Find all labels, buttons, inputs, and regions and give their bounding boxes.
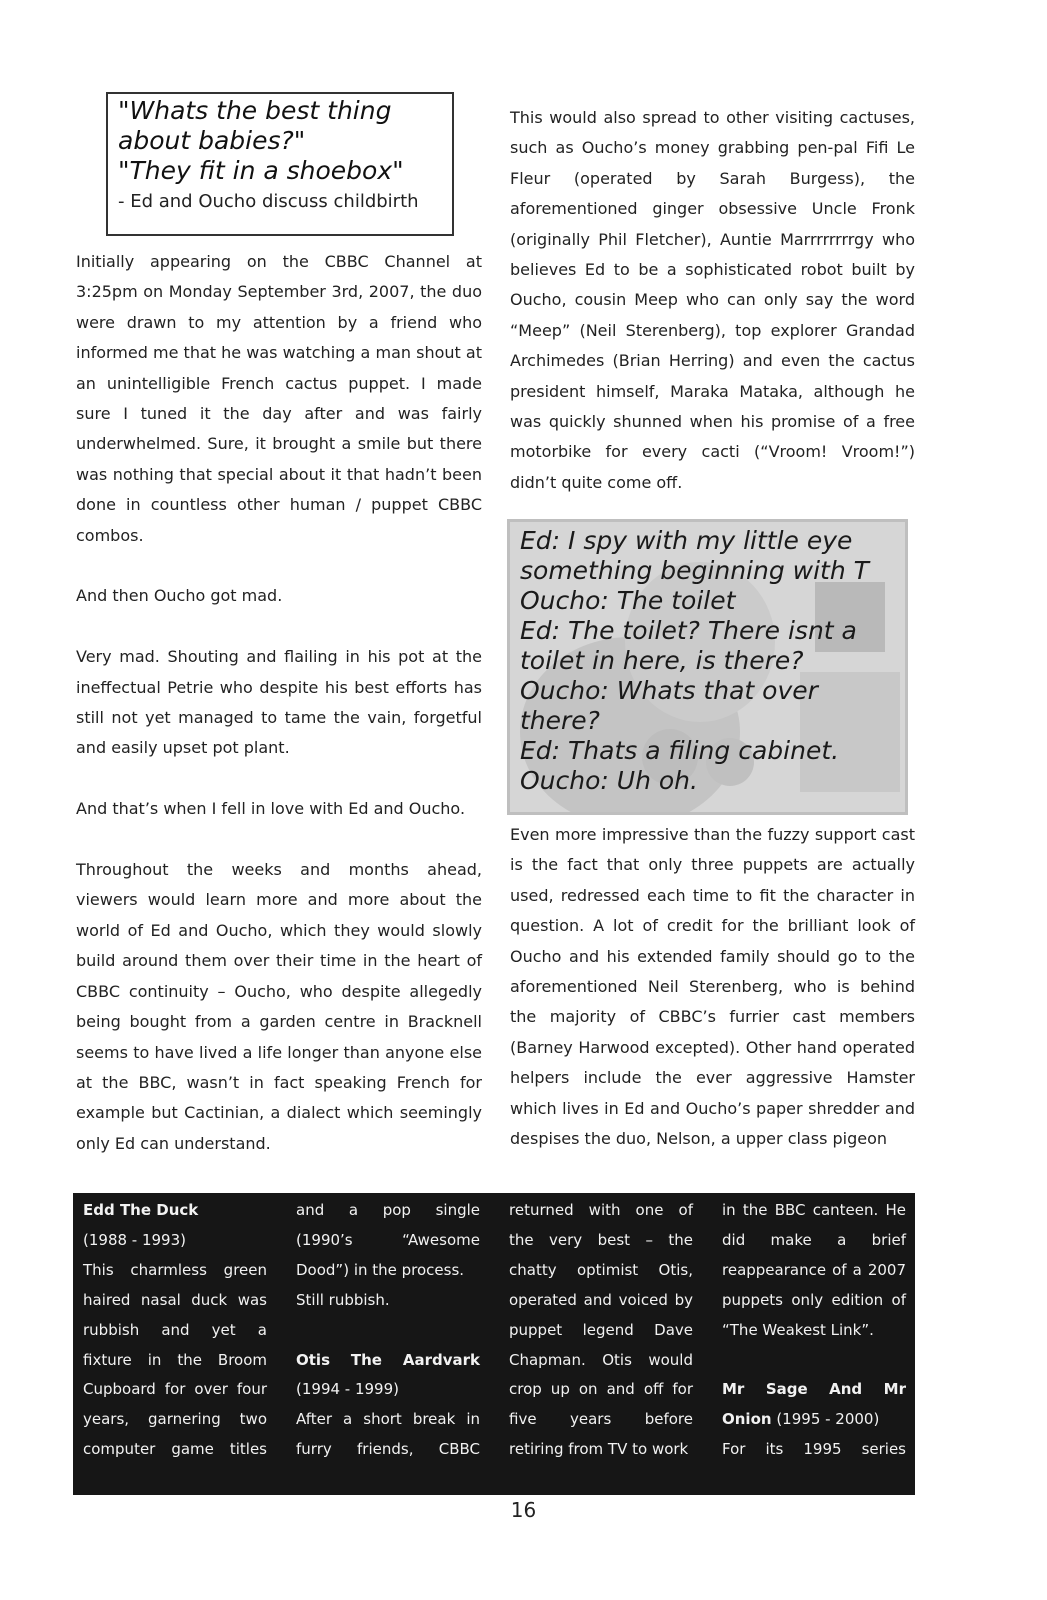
- sidebar-text-line: puppets only edition of: [722, 1290, 906, 1309]
- puppet-history-sidebar: [73, 1193, 915, 1495]
- right-article-column-bottom: [510, 820, 915, 1154]
- sidebar-text-line: years, garnering two: [83, 1410, 267, 1429]
- caption-line: Ed: The toilet? There isnt a: [520, 616, 857, 645]
- article-paragraph: Initially appearing on the CBBC Channel at 3:25pm on Monday September 3rd, 2007, the duo were drawn to my attention by a friend who informed me that he was watching a man shout at an unintelligible French cactus puppet. I made sure I tuned it the day after and was fairly underwhelmed. Sure, it brought a smile but there was nothing that special about it that hadn’t been done in countless other human / puppet CBBC combos.: [76, 252, 482, 545]
- sidebar-text-line: and a pop single: [296, 1201, 480, 1219]
- sidebar-spacer: [722, 1346, 906, 1376]
- pull-quote-line: "They fit in a shoebox": [118, 156, 404, 185]
- sidebar-spacer: [296, 1316, 480, 1346]
- sidebar-text-line: Chapman. Otis would: [509, 1350, 693, 1369]
- pull-quote-attribution: - Ed and Oucho discuss childbirth: [118, 191, 419, 212]
- sidebar-text-line: operated and voiced by: [509, 1290, 693, 1309]
- sidebar-text-line: reappearance of a 2007: [722, 1260, 906, 1279]
- article-paragraph: And then Oucho got mad.: [76, 586, 283, 606]
- sidebar-text-line: furry friends, CBBC: [296, 1440, 480, 1459]
- sidebar-column: [509, 1196, 693, 1465]
- article-paragraph: This would also spread to other visiting cactuses, such as Oucho’s money grabbing pen-pal Fifi Le Fleur (operated by Sarah Burgess), the aforementioned ginger obsessive Uncle Fronk (originally Phil Fletcher), Auntie Marrrrrrrrgy who believes Ed to be a sophisticated robot built by Oucho, cousin Meep who can only say the word “Meep” (Neil Sterenberg), top explorer Grandad Archimedes (Brian Herring) and even the cactus president himself, Maraka Mataka, although he was quickly shunned when his promise of a free motorbike for every cacti (“Vroom! Vroom!”) didn’t quite come off.: [510, 108, 915, 492]
- photo-caption-box: [507, 519, 908, 815]
- sidebar-text-line: This charmless green: [83, 1260, 267, 1279]
- sidebar-text-line: the very best – the: [509, 1230, 693, 1249]
- sidebar-text-line: Still rubbish.: [296, 1290, 390, 1309]
- sidebar-entry-dates: (1988 - 1993): [83, 1230, 187, 1249]
- sidebar-column: [296, 1196, 480, 1465]
- caption-line: Oucho: Uh oh.: [520, 766, 698, 795]
- sidebar-entry-title: Otis The Aardvark: [296, 1350, 480, 1369]
- sidebar-entry-title: Mr Sage And Mr: [722, 1380, 906, 1399]
- sidebar-entry-title-cont: Onion: [722, 1410, 772, 1429]
- sidebar-text-line: After a short break in: [296, 1410, 480, 1429]
- pull-quote-line: about babies?": [118, 126, 306, 155]
- sidebar-text-line: computer game titles: [83, 1440, 267, 1459]
- page-number: 16: [510, 1498, 537, 1522]
- sidebar-text-line: haired nasal duck was: [83, 1290, 267, 1309]
- caption-line: Oucho: The toilet: [520, 586, 736, 615]
- sidebar-entry-title-line: [722, 1405, 906, 1435]
- left-article-column: [76, 247, 482, 1159]
- sidebar-text-line: “The Weakest Link”.: [722, 1320, 874, 1339]
- caption-line: Oucho: Whats that over: [520, 676, 818, 705]
- sidebar-entry-title: Edd The Duck: [83, 1201, 199, 1219]
- sidebar-text-line: rubbish and yet a: [83, 1320, 267, 1339]
- sidebar-text-line: crop up on and off for: [509, 1380, 693, 1399]
- sidebar-text-line: retiring from TV to work: [509, 1440, 689, 1459]
- sidebar-text-line: For its 1995 series: [722, 1440, 906, 1459]
- pull-quote-line: "Whats the best thing: [118, 96, 392, 125]
- sidebar-text-line: (1990’s “Awesome: [296, 1230, 480, 1249]
- caption-line: something beginning with T: [520, 556, 869, 585]
- sidebar-text-line: returned with one of: [509, 1201, 693, 1219]
- photo-caption-text: [520, 526, 899, 796]
- caption-line: there?: [520, 706, 600, 735]
- right-article-column-top: [510, 103, 915, 498]
- sidebar-text-line: Dood”) in the process.: [296, 1260, 465, 1279]
- caption-line: Ed: I spy with my little eye: [520, 526, 853, 555]
- sidebar-column: [83, 1196, 267, 1465]
- sidebar-text-line: puppet legend Dave: [509, 1320, 693, 1339]
- sidebar-text-line: did make a brief: [722, 1230, 906, 1249]
- sidebar-text-line: chatty optimist Otis,: [509, 1260, 693, 1279]
- sidebar-text-line: in the BBC canteen. He: [722, 1201, 906, 1219]
- sidebar-text-line: Cupboard for over four: [83, 1380, 267, 1399]
- sidebar-text-line: five years before: [509, 1410, 693, 1429]
- sidebar-entry-dates: (1994 - 1999): [296, 1380, 400, 1399]
- sidebar-column: [722, 1196, 906, 1465]
- caption-line: Ed: Thats a filing cabinet.: [520, 736, 840, 765]
- sidebar-text-line: fixture in the Broom: [83, 1350, 267, 1369]
- article-paragraph: Throughout the weeks and months ahead, viewers would learn more and more about the world of Ed and Oucho, which they would slowly build around them over their time in the heart of CBBC continuity – Oucho, who despite allegedly being bought from a garden centre in Bracknell seems to have lived a life longer than anyone else at the BBC, wasn’t in fact speaking French for example but Cactinian, a dialect which seemingly only Ed can understand.: [76, 860, 482, 1153]
- caption-line: toilet in here, is there?: [520, 646, 804, 675]
- sidebar-entry-dates: (1995 - 2000): [771, 1410, 880, 1429]
- article-paragraph: Even more impressive than the fuzzy support cast is the fact that only three puppets are actually used, redressed each time to fit the character in question. A lot of credit for the brilliant look of Oucho and his extended family should go to the aforementioned Neil Sterenberg, who is behind the majority of CBBC’s furrier cast members (Barney Harwood excepted). Other hand operated helpers include the ever aggressive Hamster which lives in Ed and Oucho’s paper shredder and despises the duo, Nelson, a upper class pigeon: [510, 825, 915, 1149]
- pull-quote-box: [106, 92, 454, 236]
- article-paragraph: And that’s when I fell in love with Ed and Oucho.: [76, 799, 466, 819]
- article-paragraph: Very mad. Shouting and flailing in his pot at the ineffectual Petrie who despite his best efforts has still not yet managed to tame the vain, forgetful and easily upset pot plant.: [76, 647, 482, 758]
